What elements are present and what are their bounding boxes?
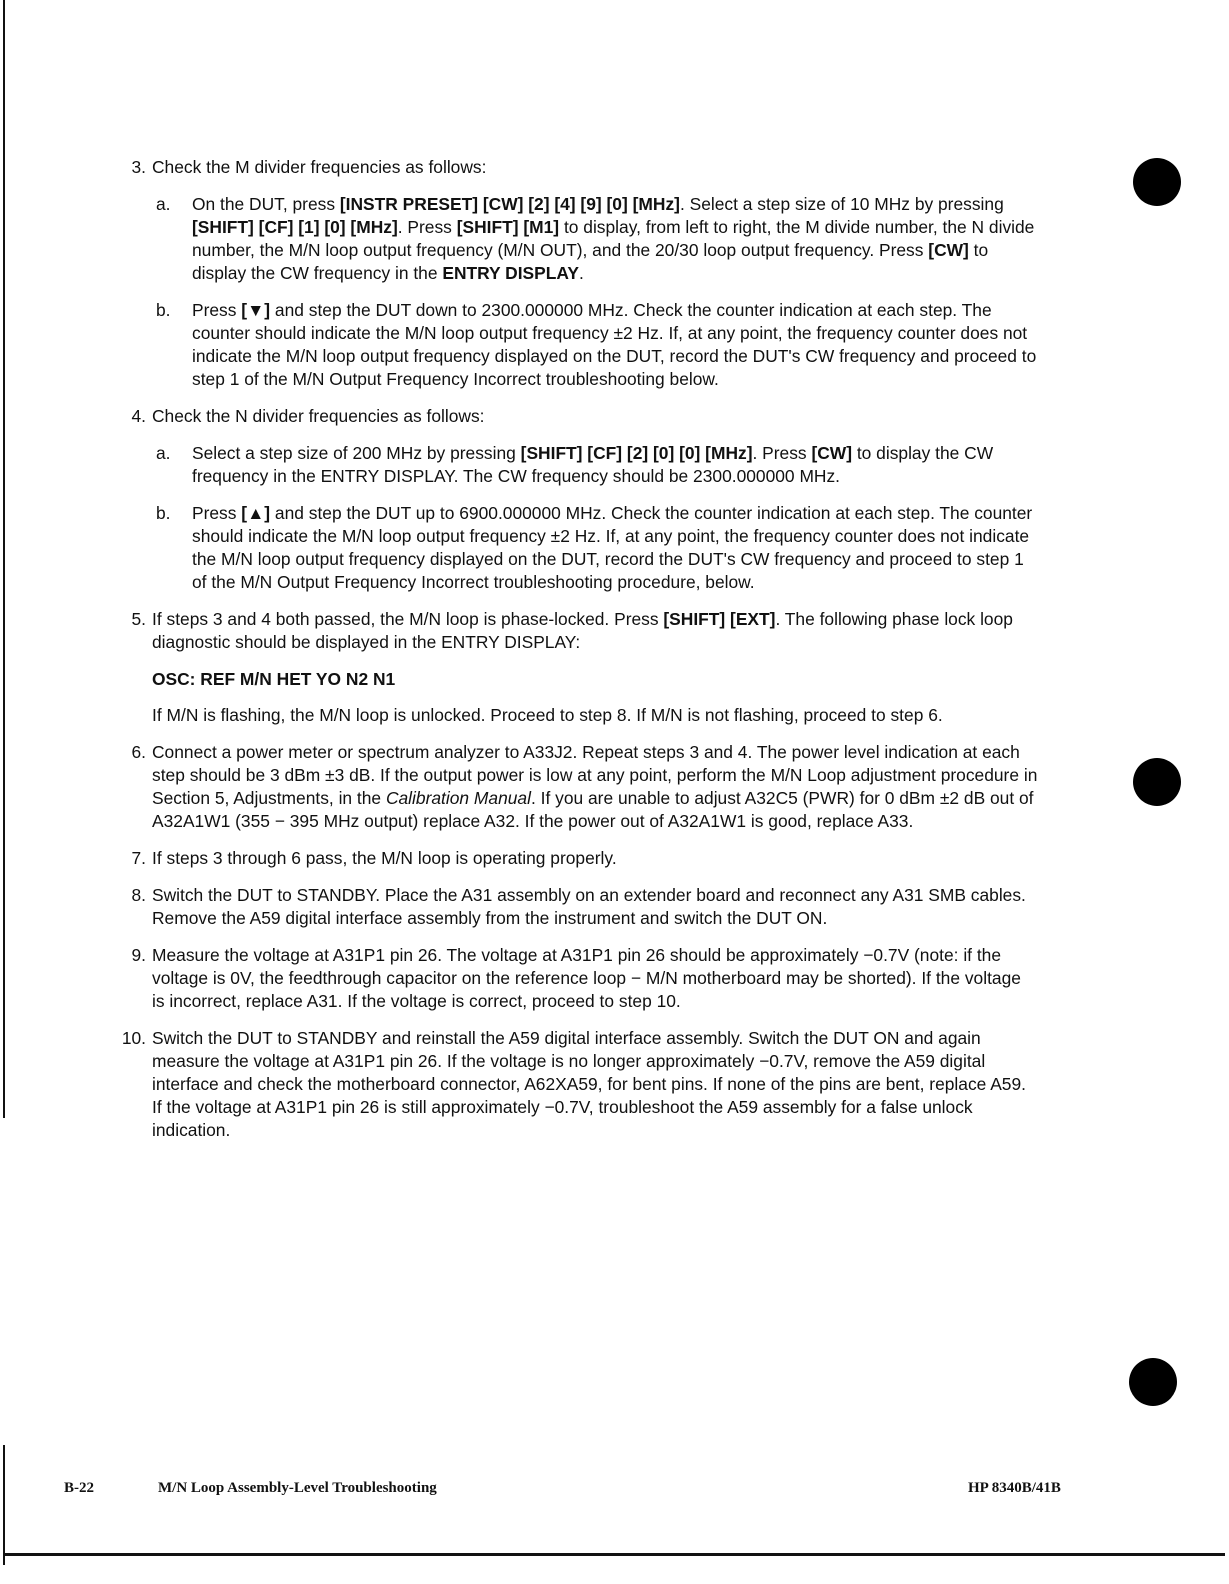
step-text: If steps 3 and 4 both passed, the M/N loop is phase-locked. Press [SHIFT] [EXT]. The following phase lock loop diagnostic should be displayed in the ENTRY DISPLAY: bbox=[152, 609, 1013, 652]
step-7 bbox=[118, 847, 1038, 870]
step-text-continued: If M/N is flashing, the M/N loop is unlocked. Proceed to step 8. If M/N is not flashing, proceed to step 6. bbox=[152, 705, 943, 725]
page-number: B-22 bbox=[64, 1480, 94, 1496]
step-9 bbox=[118, 944, 1038, 1013]
step-text bbox=[152, 741, 1038, 833]
step-5 bbox=[118, 608, 1038, 727]
procedure-body bbox=[118, 156, 1038, 1156]
step-text: Switch the DUT to STANDBY and reinstall the A59 digital interface assembly. Switch the DUT ON and again measure the voltage at A31P1 pin 26. If the voltage is no longer approximately −0.7V, remove the A59 digital interface and check the motherboard connector, A62XA59, for bent pins. If none of the pins are bent, replace A59. If the voltage at A31P1 pin 26 is still approximately −0.7V, troubleshoot the A59 assembly for a false unlock indication. bbox=[152, 1028, 1026, 1140]
substep-letter: a. bbox=[156, 443, 171, 463]
left-margin-rule-lower bbox=[3, 1445, 5, 1565]
step-number: 8. bbox=[131, 885, 146, 905]
binder-hole-middle bbox=[1133, 758, 1181, 806]
step-number: 4. bbox=[131, 406, 146, 426]
bottom-rule bbox=[3, 1553, 1225, 1556]
step-text: If steps 3 through 6 pass, the M/N loop is operating properly. bbox=[152, 848, 617, 868]
step-text: Switch the DUT to STANDBY. Place the A31 assembly on an extender board and reconnect any A31 SMB cables. Remove the A59 digital interface assembly from the instrument and switch the DUT ON. bbox=[152, 885, 1026, 928]
step-3a bbox=[152, 193, 1038, 285]
substep-text: On the DUT, press [INSTR PRESET] [CW] [2] [4] [9] [0] [MHz]. Select a step size of 10 MHz by pressing [SHIFT] [CF] [1] [0] [MHz]. Press [SHIFT] [M1] to display, from left to right, the M divide number, the N divide number, the M/N loop output frequency (M/N OUT), and the 20/30 loop output frequency. Press [CW] to display the CW frequency in the ENTRY DISPLAY. bbox=[192, 194, 1035, 283]
substep-letter: b. bbox=[156, 503, 171, 523]
step-number: 7. bbox=[131, 848, 146, 868]
step-3b bbox=[152, 299, 1038, 391]
step-text: Measure the voltage at A31P1 pin 26. The voltage at A31P1 pin 26 should be approximately −0.7V (note: if the voltage is 0V, the feedthrough capacitor on the reference loop − M/N motherboard may be shorted). If the voltage is incorrect, replace A31. If the voltage is correct, proceed to step 10. bbox=[152, 945, 1021, 1011]
footer-section-title: M/N Loop Assembly-Level Troubleshooting bbox=[158, 1480, 437, 1496]
step-number: 6. bbox=[131, 742, 146, 762]
step-text-post: . If you are unable to adjust A32C5 (PWR) for 0 dBm ±2 dB out of A32A1W1 (355 − 395 MHz output) replace A32. If the power out of A32A1W1 is good, replace A33. bbox=[152, 788, 1034, 831]
step-10 bbox=[118, 1027, 1038, 1142]
binder-hole-bottom bbox=[1129, 1358, 1177, 1406]
substep-text: Press [▼] and step the DUT down to 2300.000000 MHz. Check the counter indication at each step. The counter should indicate the M/N loop output frequency ±2 Hz. If, at any point, the frequency counter does not indicate the M/N loop output frequency displayed on the DUT, record the DUT's CW frequency and proceed to step 1 of the M/N Output Frequency Incorrect troubleshooting below. bbox=[192, 300, 1037, 389]
step-4b bbox=[152, 502, 1038, 594]
step-4 bbox=[118, 405, 1038, 594]
binder-hole-top bbox=[1133, 158, 1181, 206]
step-number: 5. bbox=[131, 609, 146, 629]
step-number: 9. bbox=[131, 945, 146, 965]
step-text-pre: Connect a power meter or spectrum analyzer to A33J2. Repeat steps 3 and 4. The power level indication at each step should be 3 dBm ±3 dB. If the output power is low at any point, perform the M/N Loop adjustment procedure in Section 5, Adjustments, in the bbox=[152, 742, 1038, 808]
step-4a bbox=[152, 442, 1038, 488]
step-text: Check the M divider frequencies as follows: bbox=[152, 157, 487, 177]
step-text: Check the N divider frequencies as follows: bbox=[152, 406, 485, 426]
step-6 bbox=[118, 741, 1038, 833]
step-number: 10. bbox=[121, 1028, 146, 1048]
manual-reference: Calibration Manual bbox=[385, 788, 531, 808]
step-8 bbox=[118, 884, 1038, 930]
footer-model: HP 8340B/41B bbox=[968, 1480, 1061, 1496]
substep-text: Press [▲] and step the DUT up to 6900.000000 MHz. Check the counter indication at each step. The counter should indicate the M/N loop output frequency ±2 Hz. If, at any point, the frequency counter does not indicate the M/N loop output frequency displayed on the DUT, record the DUT's CW frequency and proceed to step 1 of the M/N Output Frequency Incorrect troubleshooting procedure, below. bbox=[192, 503, 1033, 592]
substep-text: Select a step size of 200 MHz by pressing [SHIFT] [CF] [2] [0] [0] [MHz]. Press [CW] to display the CW frequency in the ENTRY DISPLAY. The CW frequency should be 2300.000000 MHz. bbox=[192, 443, 994, 486]
substep-letter: b. bbox=[156, 300, 171, 320]
substep-letter: a. bbox=[156, 194, 171, 214]
step-3 bbox=[118, 156, 1038, 391]
step-number: 3. bbox=[131, 157, 146, 177]
left-margin-rule bbox=[3, 0, 5, 1118]
diagnostic-display-text: OSC: REF M/N HET YO N2 N1 bbox=[152, 669, 396, 689]
